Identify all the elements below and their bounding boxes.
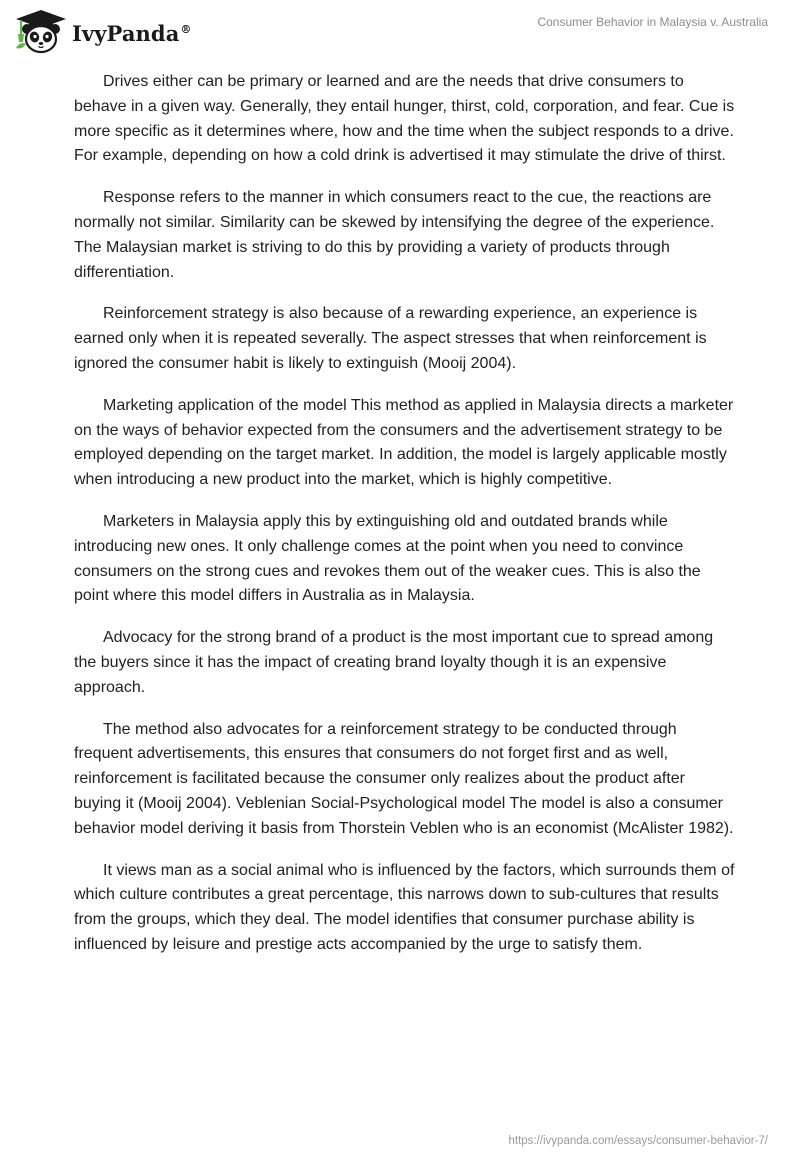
panda-graduate-icon (14, 8, 68, 56)
paragraph: Reinforcement strategy is also because of a rewarding experience, an experience is earned only when it is repeated severally. The aspect stresses that when reinforcement is ignored the consumer habit is likely to extinguish (Mooij 2004). (74, 305, 707, 372)
paragraph: It views man as a social animal who is influenced by the factors, which surrounds them of which culture contributes a great percentage, this narrows down to sub-cultures that results from the groups, which they deal. The model identifies that consumer purchase ability is influenced by leisure and prestige acts accompanied by the urge to satisfy them. (74, 861, 735, 953)
ivypanda-logo[interactable] (14, 8, 192, 56)
paragraph: Marketers in Malaysia apply this by extinguishing old and outdated brands while introducing new ones. It only challenge comes at the point when you need to convince consumers on the strong cues and revokes them out of the weaker cues. This is also the point where this model differs in Australia as in Malaysia. (74, 512, 701, 605)
paragraph: Response refers to the manner in which consumers react to the cue, the reactions are normally not similar. Similarity can be skewed by intensifying the degree of the experience. The Malaysian market is striving to do this by providing a variety of products through differentiation. (74, 189, 715, 281)
brand-name: IvyPanda® (72, 20, 192, 46)
essay-body (74, 70, 736, 975)
registered-mark: ® (180, 22, 192, 36)
document-title: Consumer Behavior in Malaysia v. Australia (537, 15, 768, 29)
footer-url-link[interactable]: https://ivypanda.com/essays/consumer-behavior-7/ (508, 1135, 768, 1147)
paragraph: Drives either can be primary or learned and are the needs that drive consumers to behave in a given way. Generally, they entail hunger, thirst, cold, corporation, and fear. Cue is more specific as it determines where, how and the time when the subject responds to a drive. For example, depending on how a cold drink is advertised it may stimulate the drive of thirst. (74, 73, 735, 165)
paragraph: Marketing application of the model This method as applied in Malaysia directs a marketer on the ways of behavior expected from the consumers and the advertisement strategy to be employed depending on the target market. In addition, the model is largely applicable mostly when introducing a new product into the market, which is highly competitive. (74, 396, 734, 489)
paragraph: The method also advocates for a reinforcement strategy to be conducted through frequent advertisements, this ensures that consumers do not forget first and as well, reinforcement is facilitated because the consumer only realizes about the product after buying it (Mooij 2004). Veblenian Social-Psychological model The model is also a consumer behavior model deriving it basis from Thorstein Veblen who is an economist (McAlister 1982). (74, 720, 734, 837)
page-header (0, 0, 800, 60)
paragraph: Advocacy for the strong brand of a product is the most important cue to spread among the buyers since it has the impact of creating brand loyalty though it is an expensive approach. (74, 629, 714, 696)
